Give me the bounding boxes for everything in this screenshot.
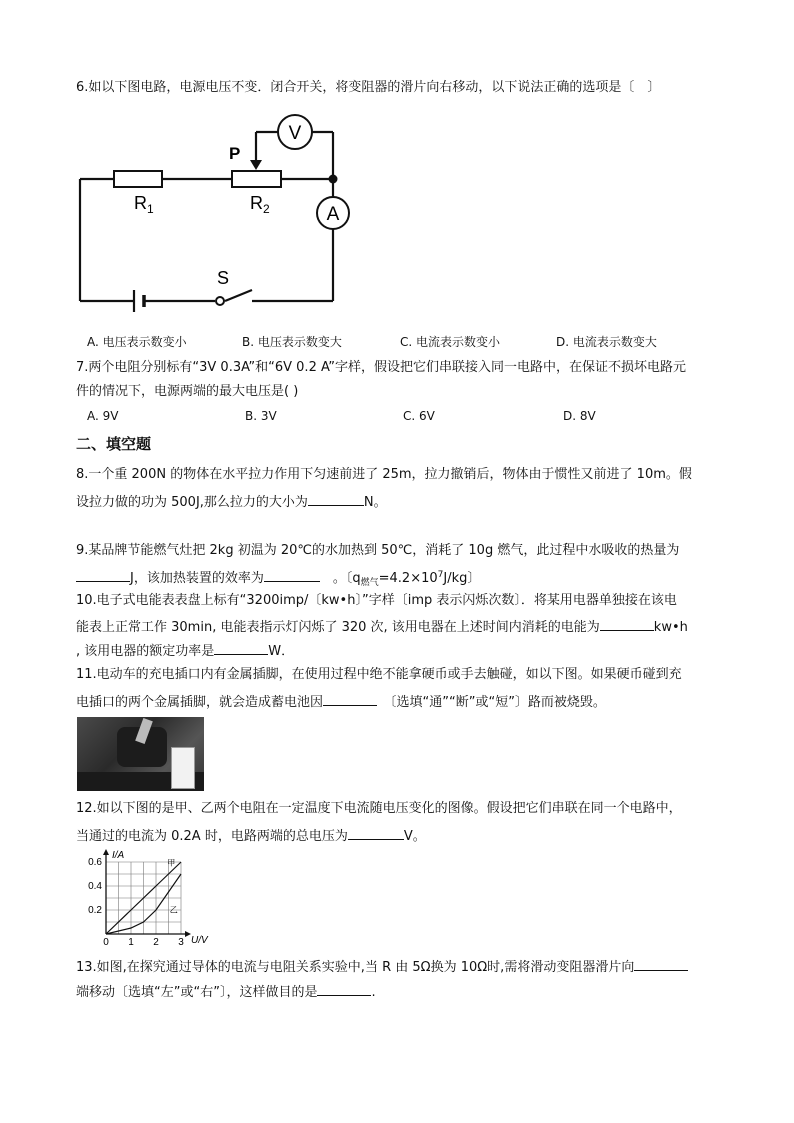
q6-option-d: D. 电流表示数变大	[556, 335, 657, 349]
q12-answer-blank[interactable]	[348, 826, 404, 840]
q6-option-a: A. 电压表示数变小	[87, 335, 187, 349]
q11-answer-blank[interactable]	[323, 692, 377, 706]
y-axis-label: I/A	[112, 850, 125, 861]
circuit-diagram	[76, 112, 376, 312]
q10-line3: , 该用电器的额定功率是 W．	[76, 641, 294, 660]
q10-power-blank[interactable]	[214, 641, 268, 655]
q9-heat-blank[interactable]	[76, 568, 130, 582]
q13-direction-blank[interactable]	[634, 957, 688, 971]
q10-energy-blank[interactable]	[600, 617, 654, 631]
voltmeter-label: V	[288, 123, 302, 144]
y-axis-arrow-icon	[103, 849, 109, 855]
q11-line2: 电插口的两个金属插脚，就会造成蓄电池因 〔选填“通”“断”或“短”〕路而被烧毁。	[76, 692, 606, 711]
resistor-r1	[114, 171, 162, 187]
iu-graph	[76, 846, 226, 946]
resistor-r2	[232, 171, 281, 187]
x-axis-label: U/V	[191, 935, 208, 946]
q6-option-b: B. 电压表示数变大	[242, 335, 342, 349]
junction-dot	[329, 175, 338, 184]
x-tick-label: 1	[128, 937, 134, 946]
x-tick-label: 2	[153, 937, 159, 946]
q8-line1: 8.一个重 200N 的物体在水平拉力作用下匀速前进了 25m，拉力撤销后，物体由于惯性又前进了 10m。假	[76, 467, 692, 482]
q10-line1: 10.电子式电能表表盘上标有“3200imp/〔kw•h〕”字样〔imp 表示闪烁次数〕．将某用电器单独接在该电	[76, 593, 677, 608]
switch-contact	[216, 297, 224, 305]
slider-arrow-icon	[250, 160, 262, 170]
x-tick-label: 3	[178, 937, 184, 946]
q7-line1: 7.两个电阻分别标有“3V 0.3A”和“6V 0.2 A”字样，假设把它们串联接入同一电路中，在保证不损坏电路元	[76, 360, 686, 375]
ammeter-label: A	[326, 204, 340, 225]
q12-line2: 当通过的电流为 0.2A 时，电路两端的总电压为 V。	[76, 826, 426, 845]
series-label-1: 乙	[169, 905, 178, 915]
q9-efficiency-blank[interactable]	[264, 568, 320, 582]
q13-line2: 端移动〔选填“左”或“右”〕，这样做目的是 .	[76, 982, 376, 1001]
q12-line1: 12.如以下图的是甲、乙两个电阻在一定温度下电流随电压变化的图像。假设把它们串联在同一个电路中，	[76, 801, 682, 816]
q6-stem: 6.如以下图电路，电源电压不变．闭合开关，将变阻器的滑片向右移动，以下说法正确的选项是〔 〕	[76, 80, 661, 95]
q9-line1: 9.某品牌节能燃气灶把 2kg 初温为 20℃的水加热到 50℃，消耗了 10g 燃气，此过程中水吸收的热量为	[76, 543, 680, 558]
q8-answer-blank[interactable]	[308, 492, 364, 506]
q6-option-c: C. 电流表示数变小	[400, 335, 501, 349]
label-switch: S	[217, 268, 230, 288]
y-tick-label: 0.2	[88, 905, 102, 916]
q7-option-a: A. 9V	[87, 409, 119, 423]
q7-option-c: C. 6V	[403, 409, 435, 423]
q13-line1: 13.如图,在探究通过导体的电流与电阻关系实验中,当 R 由 5Ω换为 10Ω时,需将滑动变阻器滑片向	[76, 957, 688, 976]
q9-line2: J，该加热装置的效率为 。〔$q_{燃气}=4.2\times 10^7J/kg$〕	[76, 567, 480, 591]
q13-purpose-blank[interactable]	[317, 982, 371, 996]
section-heading: 二、填空题	[76, 435, 152, 453]
q7-option-d: D. 8V	[563, 409, 596, 423]
q7-line2: 件的情况下，电源两端的最大电压是( )	[76, 384, 299, 399]
q7-option-b: B. 3V	[245, 409, 277, 423]
label-r2: $R_2$	[250, 193, 270, 216]
series-label-0: 甲	[167, 858, 176, 868]
x-tick-label: 0	[103, 937, 109, 946]
y-tick-label: 0.6	[88, 857, 102, 868]
y-tick-label: 0.4	[88, 881, 102, 892]
label-r1: $R_1$	[134, 193, 154, 216]
q10-line2: 能表上正常工作 30min, 电能表指示灯闪烁了 320 次, 该用电器在上述时间内消耗的电能为 kw•h	[76, 617, 688, 636]
q8-line2: 设拉力做的功为 500J,那么拉力的大小为 N。	[76, 492, 387, 511]
q11-line1: 11.电动车的充电插口内有金属插脚，在使用过程中绝不能拿硬币或手去触碰，如以下图。如果硬币碰到充	[76, 667, 682, 682]
charging-port-photo	[77, 717, 204, 791]
slider-label-p: P	[229, 144, 241, 163]
